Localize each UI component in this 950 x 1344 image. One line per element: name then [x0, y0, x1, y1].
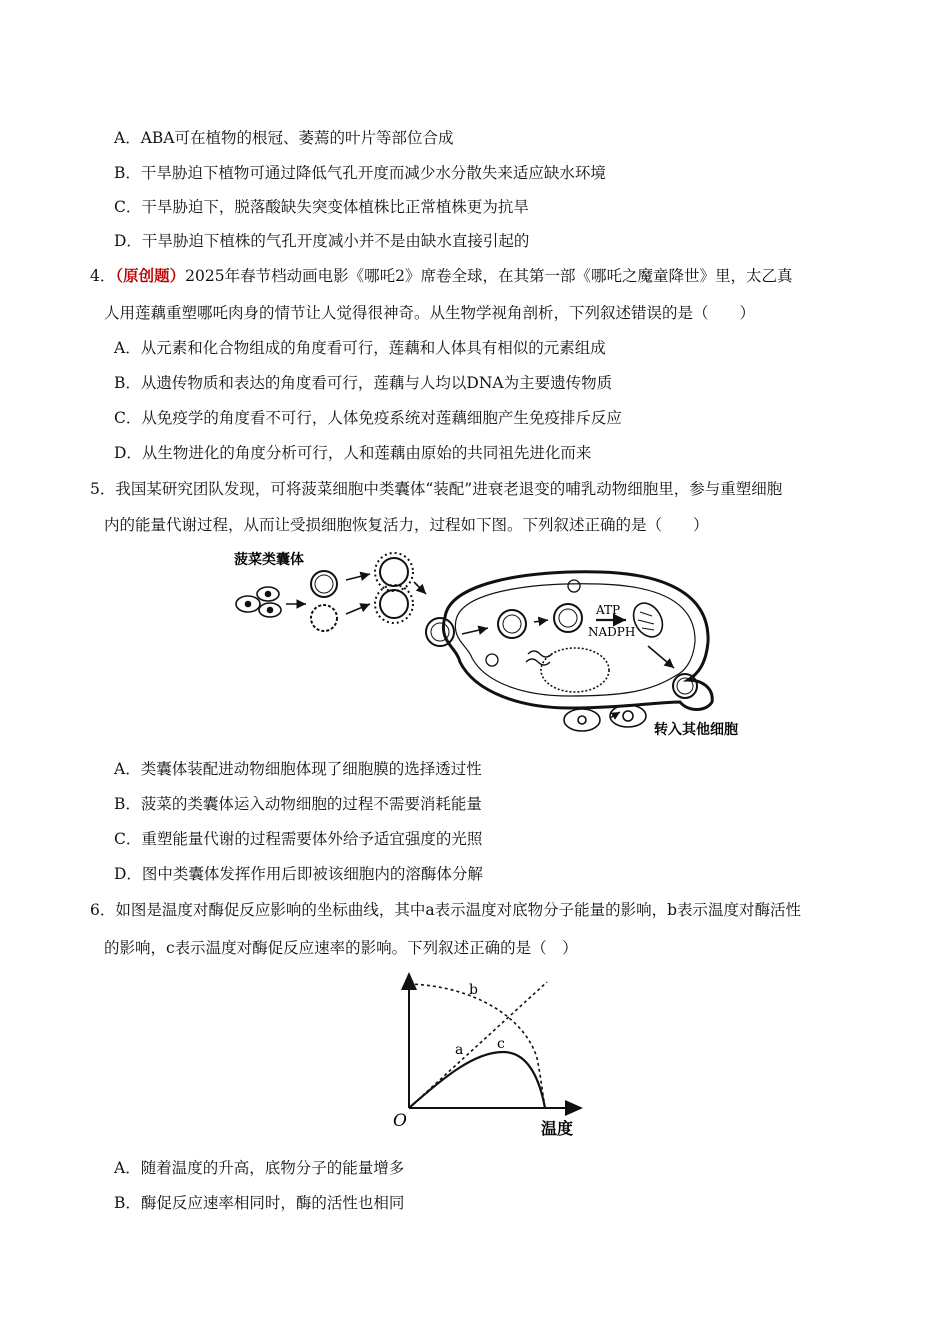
q4-option-b: B．从遗传物质和表达的角度看可行，莲藕与人均以DNA为主要遗传物质 [114, 374, 613, 392]
enzyme-temperature-graph [385, 968, 595, 1143]
q6-option-a: A．随着温度的升高，底物分子的能量增多 [114, 1159, 405, 1177]
label-b: b [469, 982, 478, 998]
q5-option-a: A．类囊体装配进动物细胞体现了细胞膜的选择透过性 [114, 760, 482, 778]
origin-label: O [393, 1111, 407, 1131]
label-a: a [455, 1042, 464, 1058]
spinach-cells [236, 587, 281, 617]
q4-option-c: C．从免疫学的角度看不可行，人体免疫系统对莲藕细胞产生免疫排斥反应 [114, 409, 622, 427]
exiting-thylakoid [673, 674, 697, 698]
label-transfer-to-other-cells: 转入其他细胞 [654, 722, 738, 738]
q4-stem-line2: 人用莲藕重塑哪吒肉身的情节让人觉得很神奇。从生物学视角剖析，下列叙述错误的是（ ） [104, 304, 756, 322]
q5-stem-line2: 内的能量代谢过程，从而让受损细胞恢复活力，过程如下图。下列叙述正确的是（ ） [104, 516, 709, 534]
q4-number: 4． [90, 267, 116, 285]
q4-original-tag: （原创题） [115, 266, 186, 285]
isolated-thylakoids [311, 571, 337, 631]
x-axis-label: 温度 [541, 1119, 574, 1138]
thylakoid-diagram [230, 542, 780, 742]
label-c: c [497, 1036, 505, 1052]
q3-option-c: C．干旱胁迫下，脱落酸缺失突变体植株比正常植株更为抗旱 [114, 198, 529, 216]
label-atp: ATP [596, 603, 621, 617]
q4-stem-text: 2025年春节档动画电影《哪吒2》席卷全球，在其第一部《哪吒之魔童降世》里，太乙真 [185, 267, 793, 285]
nucleus [526, 648, 609, 692]
q4-option-d: D．从生物进化的角度分析可行，人和莲藕由原始的共同祖先进化而来 [114, 444, 592, 462]
q6-stem-line1: 6．如图是温度对酶促反应影响的坐标曲线，其中a表示温度对底物分子能量的影响，b表示温度对酶活性 [90, 901, 802, 919]
curve-c [409, 1052, 545, 1108]
entering-thylakoid [426, 618, 454, 646]
q4-option-a: A．从元素和化合物组成的角度看可行，莲藕和人体具有相似的元素组成 [114, 339, 606, 357]
q3-option-a: A．ABA可在植物的根冠、萎蔫的叶片等部位合成 [114, 129, 454, 147]
animal-cell [443, 572, 712, 710]
q6-stem-line2: 的影响，c表示温度对酶促反应速率的影响。下列叙述正确的是（ ） [104, 939, 578, 957]
coated-thylakoids [375, 553, 413, 623]
other-cells [564, 705, 646, 731]
q5-option-c: C．重塑能量代谢的过程需要体外给予适宜强度的光照 [114, 830, 483, 848]
q5-stem-line1: 5．我国某研究团队发现，可将菠菜细胞中类囊体“装配”进衰老退变的哺乳动物细胞里，参与重塑细胞 [90, 480, 783, 498]
q6-option-b: B．酶促反应速率相同时，酶的活性也相同 [114, 1194, 405, 1212]
q5-option-d: D．图中类囊体发挥作用后即被该细胞内的溶酶体分解 [114, 865, 483, 883]
q4-stem-line1 [90, 266, 792, 286]
label-spinach-thylakoid: 菠菜类囊体 [234, 552, 304, 568]
q5-option-b: B．菠菜的类囊体运入动物细胞的过程不需要消耗能量 [114, 795, 482, 813]
vesicles [486, 580, 580, 666]
q3-option-b: B．干旱胁迫下植物可通过降低气孔开度而减少水分散失来适应缺水环境 [114, 164, 606, 182]
label-nadph: NADPH [588, 625, 636, 639]
q3-option-d: D．干旱胁迫下植株的气孔开度减小并不是由缺水直接引起的 [114, 232, 530, 250]
